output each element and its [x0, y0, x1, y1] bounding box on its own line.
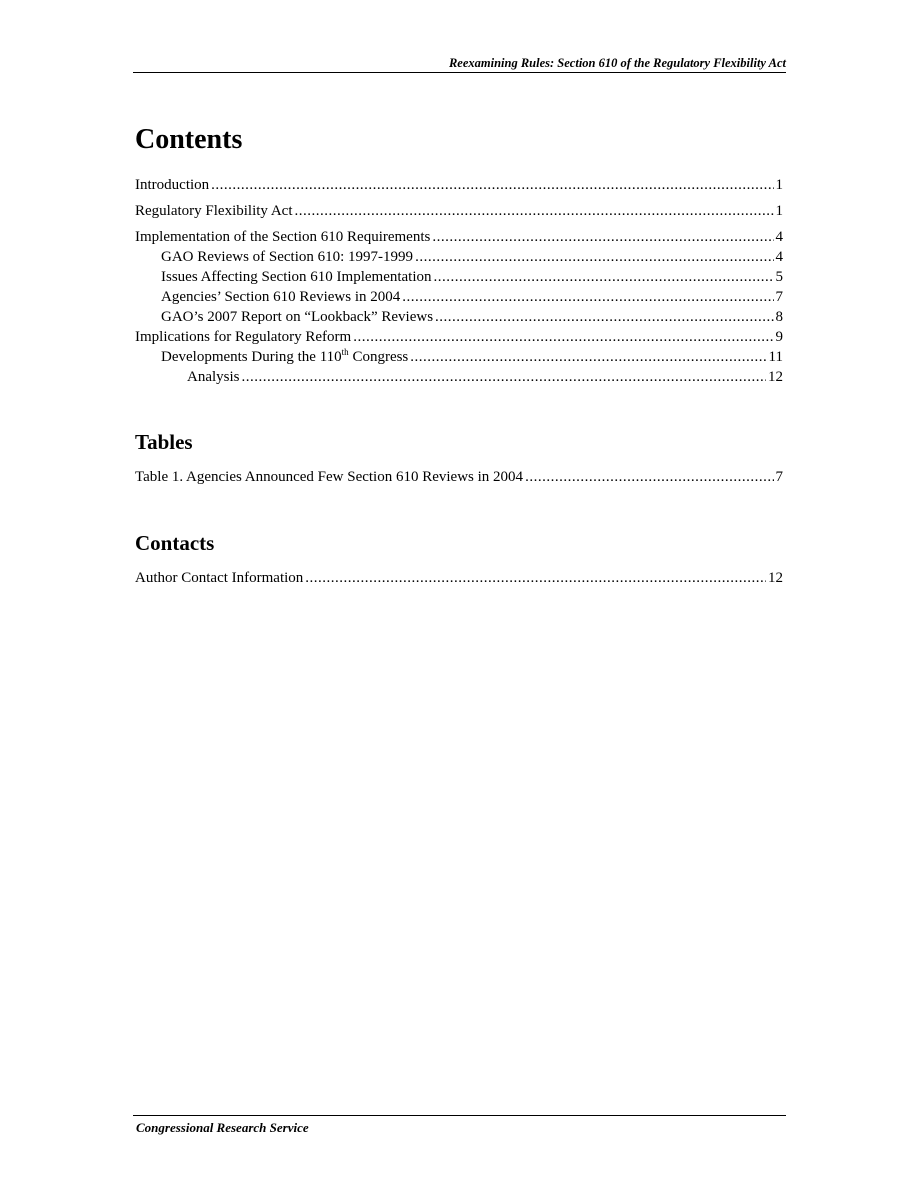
toc-entry-label: Table 1. Agencies Announced Few Section 610 Reviews in 2004 [135, 469, 524, 485]
tables-heading: Tables [135, 430, 193, 454]
toc-label-suffix: Congress [348, 349, 409, 365]
toc-entry[interactable] [135, 269, 783, 286]
toc-entry-label: Author Contact Information [135, 570, 304, 586]
toc-leader [211, 177, 773, 194]
toc-entry[interactable] [135, 469, 783, 486]
tables-list [135, 469, 783, 486]
toc-leader [435, 309, 773, 326]
contents-list [135, 177, 783, 386]
toc-entry[interactable] [135, 289, 783, 306]
toc-leader [410, 349, 766, 366]
footer-rule [133, 1115, 786, 1116]
toc-leader [305, 570, 766, 587]
toc-entry-page: 9 [775, 329, 783, 345]
toc-entry[interactable] [135, 203, 783, 220]
toc-leader [432, 229, 773, 246]
page-footer: Congressional Research Service [136, 1120, 309, 1135]
toc-leader [295, 203, 774, 220]
toc-entry[interactable] [135, 349, 783, 366]
toc-entry-page: 4 [775, 229, 783, 245]
toc-entry-label: Implementation of the Section 610 Requirements [135, 229, 431, 245]
contents-heading: Contents [135, 124, 243, 155]
toc-entry-page: 12 [768, 369, 783, 385]
toc-entry[interactable] [135, 249, 783, 266]
toc-entry-page: 12 [768, 570, 783, 586]
toc-leader [415, 249, 773, 266]
toc-entry[interactable] [135, 229, 783, 246]
toc-label-superscript: th [341, 347, 349, 357]
toc-entry-label: Agencies’ Section 610 Reviews in 2004 [161, 289, 401, 305]
toc-entry-page: 1 [775, 203, 783, 219]
toc-entry[interactable] [135, 369, 783, 386]
toc-leader [434, 269, 774, 286]
toc-leader [402, 289, 773, 306]
toc-entry-label: Issues Affecting Section 610 Implementation [161, 269, 432, 285]
toc-entry-label: Implications for Regulatory Reform [135, 329, 352, 345]
toc-entry-label: GAO Reviews of Section 610: 1997-1999 [161, 249, 414, 265]
toc-entry-label: Analysis [187, 369, 240, 385]
header-rule [133, 72, 786, 73]
toc-entry-page: 1 [775, 177, 783, 193]
toc-entry-page: 7 [775, 289, 783, 305]
toc-leader [353, 329, 773, 346]
toc-leader [242, 369, 767, 386]
toc-entry[interactable] [135, 177, 783, 194]
toc-entry-label: GAO’s 2007 Report on “Lookback” Reviews [161, 309, 434, 325]
contacts-heading: Contacts [135, 531, 215, 555]
toc-leader [525, 469, 773, 486]
toc-entry-page: 8 [775, 309, 783, 325]
toc-entry-label: Regulatory Flexibility Act [135, 203, 293, 219]
toc-entry[interactable] [135, 329, 783, 346]
toc-entry-page: 4 [775, 249, 783, 265]
toc-label-prefix: Developments During the 110 [161, 349, 342, 365]
contacts-list [135, 570, 783, 587]
toc-entry-page: 7 [775, 469, 783, 485]
toc-entry-page: 11 [768, 349, 783, 365]
toc-entry-page: 5 [775, 269, 783, 285]
toc-entry[interactable] [135, 309, 783, 326]
running-header: Reexamining Rules: Section 610 of the Regulatory Flexibility Act [448, 56, 786, 70]
toc-entry[interactable] [135, 570, 783, 587]
toc-entry-label [161, 349, 408, 366]
toc-entry-label: Introduction [135, 177, 210, 193]
